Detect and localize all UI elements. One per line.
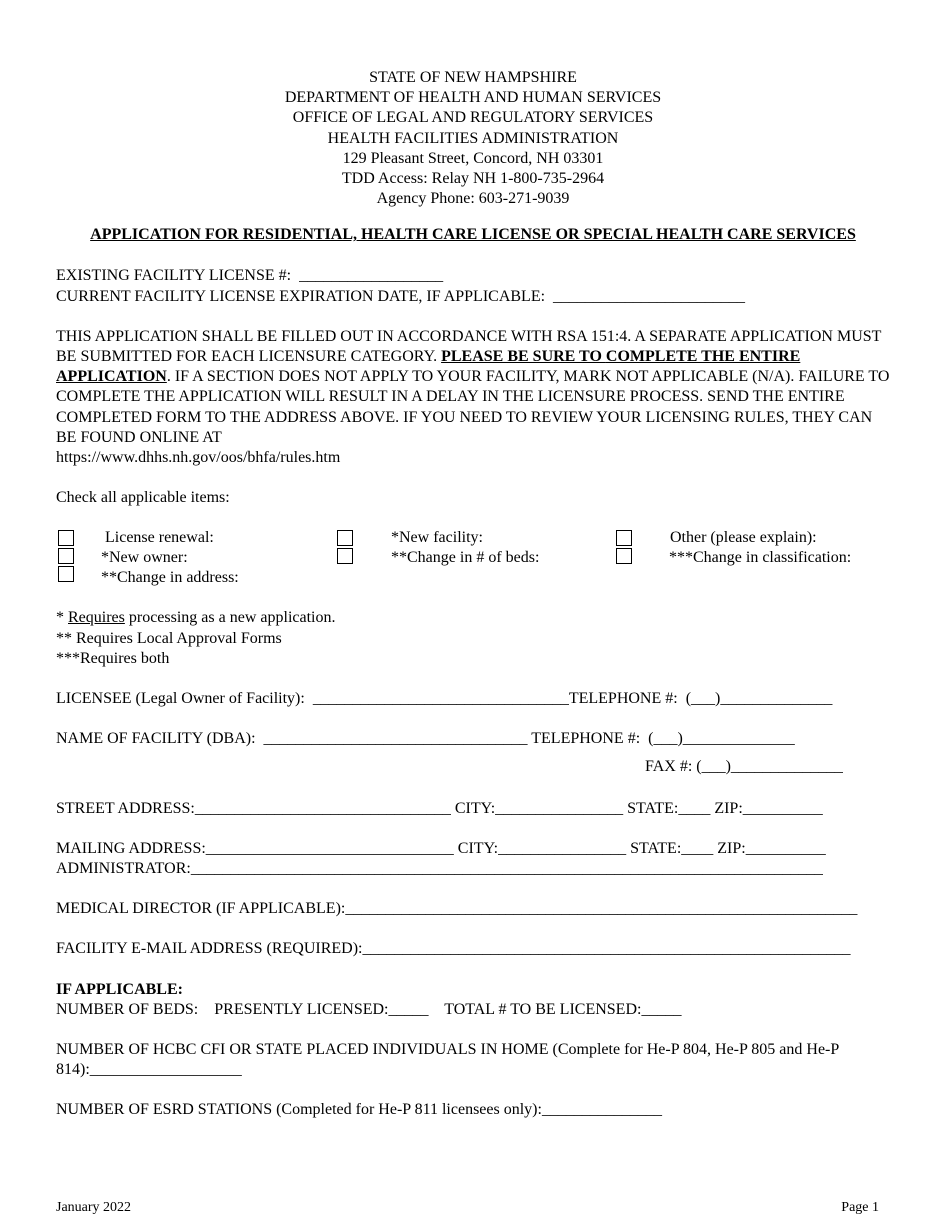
- check-prompt: Check all applicable items:: [56, 489, 230, 507]
- expiration-field[interactable]: ________________________: [553, 287, 746, 305]
- fax-row: [56, 758, 890, 778]
- existing-license-row: [56, 266, 890, 286]
- header-line: OFFICE OF LEGAL AND REGULATORY SERVICES: [292, 109, 654, 127]
- hcbc-field[interactable]: NUMBER OF HCBC CFI OR STATE PLACED INDIVIDUALS IN HOME (Complete for He-P 804, He-P 805 and He-P 814):___________________: [56, 1041, 839, 1079]
- note-local-approval: ** Requires Local Approval Forms: [56, 629, 282, 647]
- note-prefix: *: [56, 609, 68, 627]
- existing-license-field[interactable]: __________________: [299, 267, 444, 285]
- change-classification-checkbox[interactable]: [616, 548, 632, 564]
- checkbox-grid: [56, 528, 890, 588]
- expiration-label: CURRENT FACILITY LICENSE EXPIRATION DATE, IF APPLICABLE:: [56, 287, 546, 305]
- instructions-emphasis: COMPLETE THE ENTIRE APPLICATION: [56, 348, 801, 386]
- fax-field[interactable]: FAX #: (___)______________: [645, 758, 843, 776]
- header-line: STATE OF NEW HAMPSHIRE: [369, 69, 577, 86]
- new-facility-checkbox[interactable]: [337, 530, 353, 546]
- instructions-text: THIS APPLICATION SHALL BE FILLED OUT IN ACCORDANCE WITH RSA 151:4. A SEPARATE APPLICATION MUST BE SUBMITTED FOR EACH LICENSURE CATEGORY.: [56, 327, 882, 366]
- note-text: processing as a new application.: [124, 609, 336, 627]
- note-new-application: [56, 608, 890, 628]
- note-both: ***Requires both: [56, 649, 170, 667]
- email-field[interactable]: FACILITY E-MAIL ADDRESS (REQUIRED):_____________________________________________________________: [56, 940, 851, 958]
- street-address-field[interactable]: STREET ADDRESS:________________________________ CITY:________________ STATE:____ ZIP:__________: [56, 799, 823, 817]
- form-title: APPLICATION FOR RESIDENTIAL, HEALTH CARE LICENSE OR SPECIAL HEALTH CARE SERVICES: [90, 226, 856, 244]
- header-line: DEPARTMENT OF HEALTH AND HUMAN SERVICES: [284, 89, 662, 107]
- other-checkbox[interactable]: [616, 530, 632, 546]
- licensee-field[interactable]: LICENSEE (Legal Owner of Facility): ________________________________TELEPHONE #: (___)______________: [56, 690, 833, 708]
- license-renewal-label: License renewal:: [105, 529, 214, 547]
- license-renewal-checkbox[interactable]: [58, 530, 74, 546]
- header-line: TDD Access: Relay NH 1-800-735-2964: [341, 170, 605, 188]
- if-applicable-heading: IF APPLICABLE:: [56, 980, 183, 998]
- instructions-emphasis: PLEASE BE SURE TO: [441, 348, 606, 366]
- esrd-field[interactable]: NUMBER OF ESRD STATIONS (Completed for He-P 811 licensees only):_______________: [56, 1101, 662, 1119]
- rules-url[interactable]: https://www.dhhs.nh.gov/oos/bhfa/rules.htm: [56, 449, 341, 467]
- administrator-field[interactable]: ADMINISTRATOR:_______________________________________________________________________________: [56, 860, 823, 878]
- instructions-paragraph: [56, 327, 890, 468]
- other-label: Other (please explain):: [670, 529, 817, 547]
- change-address-checkbox[interactable]: [58, 566, 74, 582]
- mailing-address-field[interactable]: MAILING ADDRESS:_______________________________ CITY:________________ STATE:____ ZIP:__________: [56, 839, 826, 857]
- new-facility-label: *New facility:: [391, 529, 483, 547]
- new-owner-checkbox[interactable]: [58, 548, 74, 564]
- agency-header: [56, 68, 890, 209]
- footer-page-number: Page 1: [841, 1200, 879, 1215]
- new-owner-label: *New owner:: [101, 549, 188, 567]
- header-line: HEALTH FACILITIES ADMINISTRATION: [327, 129, 619, 147]
- beds-field[interactable]: NUMBER OF BEDS: PRESENTLY LICENSED:_____ TOTAL # TO BE LICENSED:_____: [56, 1000, 682, 1018]
- note-underlined: Requires: [68, 609, 125, 627]
- header-line: 129 Pleasant Street, Concord, NH 03301: [342, 149, 604, 167]
- instructions-text: . IF A SECTION DOES NOT APPLY TO YOUR FACILITY, MARK NOT APPLICABLE (N/A). FAILURE TO COMPLETE THE APPLICATION WILL RESULT IN A DELAY IN THE LICENSURE PROCESS. SEND THE ENTIRE COMPLETED FORM TO THE ADDRESS ABOVE. IF YOU NEED TO REVIEW YOUR LICENSING RULES, THEY CAN BE FOUND ONLINE AT: [56, 368, 890, 446]
- existing-license-label: EXISTING FACILITY LICENSE #:: [56, 267, 292, 285]
- change-address-label: **Change in address:: [101, 569, 239, 587]
- medical-director-field[interactable]: MEDICAL DIRECTOR (IF APPLICABLE):________________________________________________________________: [56, 900, 858, 918]
- change-beds-label: **Change in # of beds:: [391, 549, 540, 567]
- expiration-row: [56, 287, 890, 307]
- change-classification-label: ***Change in classification:: [669, 549, 852, 567]
- facility-name-field[interactable]: NAME OF FACILITY (DBA): _________________________________ TELEPHONE #: (___)______________: [56, 730, 795, 748]
- change-beds-checkbox[interactable]: [337, 548, 353, 564]
- form-page: [56, 68, 890, 1121]
- header-line: Agency Phone: 603-271-9039: [376, 190, 570, 208]
- footer-date: January 2022: [56, 1200, 132, 1215]
